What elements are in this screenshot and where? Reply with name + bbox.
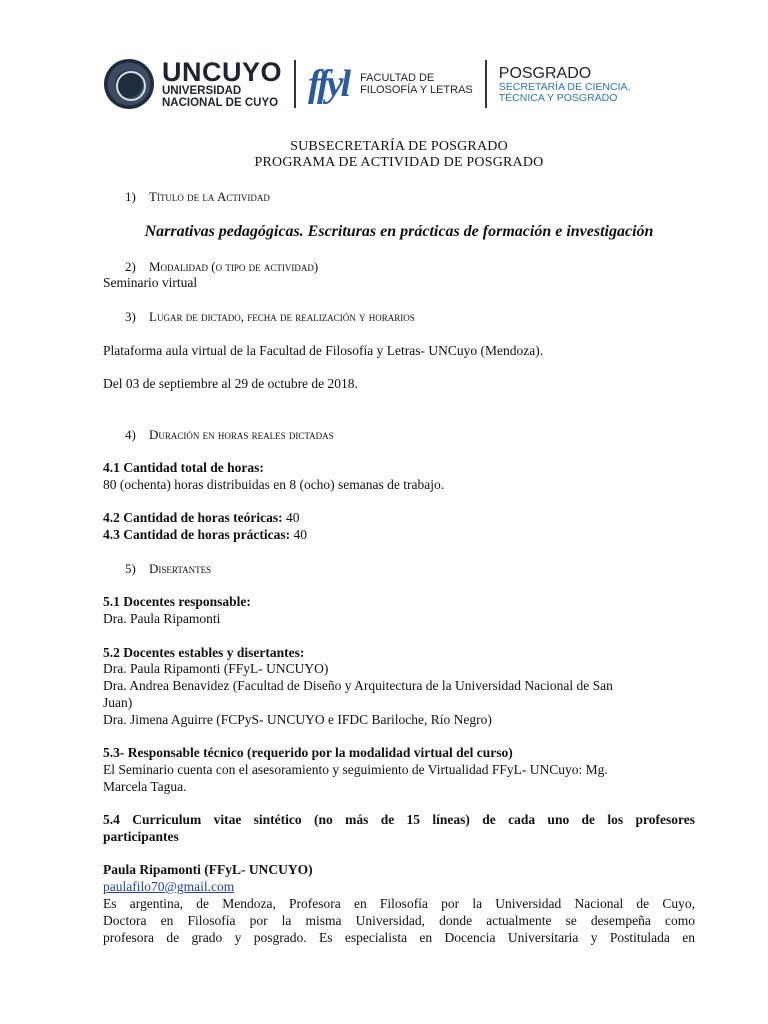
section-4-heading [125, 426, 717, 443]
horas-teoricas [103, 509, 695, 526]
section-number: 1) [125, 189, 136, 204]
section-number: 2) [125, 259, 136, 274]
horas-practicas [103, 526, 695, 543]
logo-divider [294, 60, 296, 108]
uncuyo-logo-line1: UNIVERSIDAD [162, 85, 242, 97]
horas-total-label: 4.1 Cantidad total de horas: [103, 460, 264, 475]
document-header [104, 46, 652, 122]
horas-teoricas-label: 4.2 Cantidad de horas teóricas: [103, 510, 283, 525]
uncuyo-logo-line2: NACIONAL DE CUYO [162, 97, 279, 109]
horas-total-text: 80 (ochenta) horas distribuidas en 8 (ocho) semanas de trabajo. [103, 477, 445, 492]
docente-item-cont: Juan) [103, 695, 133, 710]
fecha-text: Del 03 de septiembre al 29 de octubre de 2018. [103, 376, 358, 391]
section-2-heading [125, 258, 717, 275]
cv-email-link[interactable]: paulafilo70@gmail.com [103, 879, 235, 894]
horas-practicas-label: 4.3 Cantidad de horas prácticas: [103, 527, 291, 542]
secretaria-line1: SECRETARÍA DE CIENCIA, [498, 80, 631, 93]
heading-programa: PROGRAMA DE ACTIVIDAD DE POSGRADO [254, 155, 544, 170]
responsable-tecnico-text: El Seminario cuenta con el asesoramiento y seguimiento de Virtualidad FFyL- UNCuyo: Mg. [103, 762, 608, 777]
horas-teoricas-value: 40 [282, 510, 300, 525]
ffyl-line1: FACULTAD DE [360, 72, 435, 84]
cv-text-line: Doctora en Filosofía por la misma Universidad, donde actualmente se desempeña como [103, 913, 695, 928]
section-1-heading [125, 188, 717, 205]
secretaria-line2: TÉCNICA Y POSGRADO [498, 91, 618, 104]
section-title: Disertantes [149, 561, 212, 576]
posgrado-logo [499, 65, 631, 104]
uncuyo-logo-title: UNCUYO [162, 57, 283, 87]
modalidad-text: Seminario virtual [103, 275, 198, 290]
docente-responsable-text: Dra. Paula Ripamonti [103, 611, 221, 626]
heading-subsecretaria: SUBSECRETARÍA DE POSGRADO [290, 139, 508, 154]
section-number: 4) [125, 427, 136, 442]
curriculum-label: 5.4 Curriculum vitae sintético (no más de 15 líneas) de cada uno de los profesores [103, 812, 695, 827]
cv-text-line: profesora de grado y posgrado. Es especialista en Docencia Universitaria y Postitulada en [103, 930, 695, 945]
activity-title: Narrativas pedagógicas. Escrituras en prácticas de formación e investigación [144, 223, 654, 240]
curriculum-label-cont: participantes [103, 829, 179, 844]
docente-item: Dra. Andrea Benavidez (Facultad de Diseño y Arquitectura de la Universidad Nacional de San [103, 678, 613, 693]
section-number: 5) [125, 561, 136, 576]
ffyl-logo-text [360, 72, 473, 96]
cv-text-line: Es argentina, de Mendoza, Profesora en Filosofía por la Universidad Nacional de Cuyo, [103, 896, 695, 911]
docente-responsable-label: 5.1 Docentes responsable: [103, 594, 251, 609]
docentes-estables-label: 5.2 Docentes estables y disertantes: [103, 645, 305, 660]
section-3-heading [125, 308, 717, 325]
posgrado-title: POSGRADO [498, 64, 592, 82]
section-title: Duración en horas reales dictadas [149, 427, 334, 442]
lugar-text: Plataforma aula virtual de la Facultad de Filosofía y Letras- UNCuyo (Mendoza). [103, 343, 544, 358]
cv-email-row [103, 878, 695, 895]
responsable-tecnico-text-cont: Marcela Tagua. [103, 779, 187, 794]
section-number: 3) [125, 309, 136, 324]
section-title: Modalidad (o tipo de actividad) [149, 259, 319, 274]
ffyl-logo-mark: ffyl [308, 63, 349, 105]
horas-practicas-value: 40 [290, 527, 308, 542]
section-title: Título de la Actividad [149, 189, 270, 204]
cv-name: Paula Ripamonti (FFyL- UNCUYO) [103, 862, 313, 877]
ffyl-line2: FILOSOFÍA Y LETRAS [360, 84, 473, 96]
logo-divider [485, 60, 487, 108]
responsable-tecnico-label: 5.3- Responsable técnico (requerido por la modalidad virtual del curso) [103, 745, 513, 760]
university-seal-icon [104, 59, 154, 109]
section-title: Lugar de dictado, fecha de realización y horarios [149, 309, 415, 324]
docente-item: Dra. Jimena Aguirre (FCPyS- UNCUYO e IFDC Bariloche, Río Negro) [103, 712, 492, 727]
docente-item: Dra. Paula Ripamonti (FFyL- UNCUYO) [103, 661, 329, 676]
section-5-heading [125, 560, 717, 577]
uncuyo-logo [162, 59, 282, 109]
